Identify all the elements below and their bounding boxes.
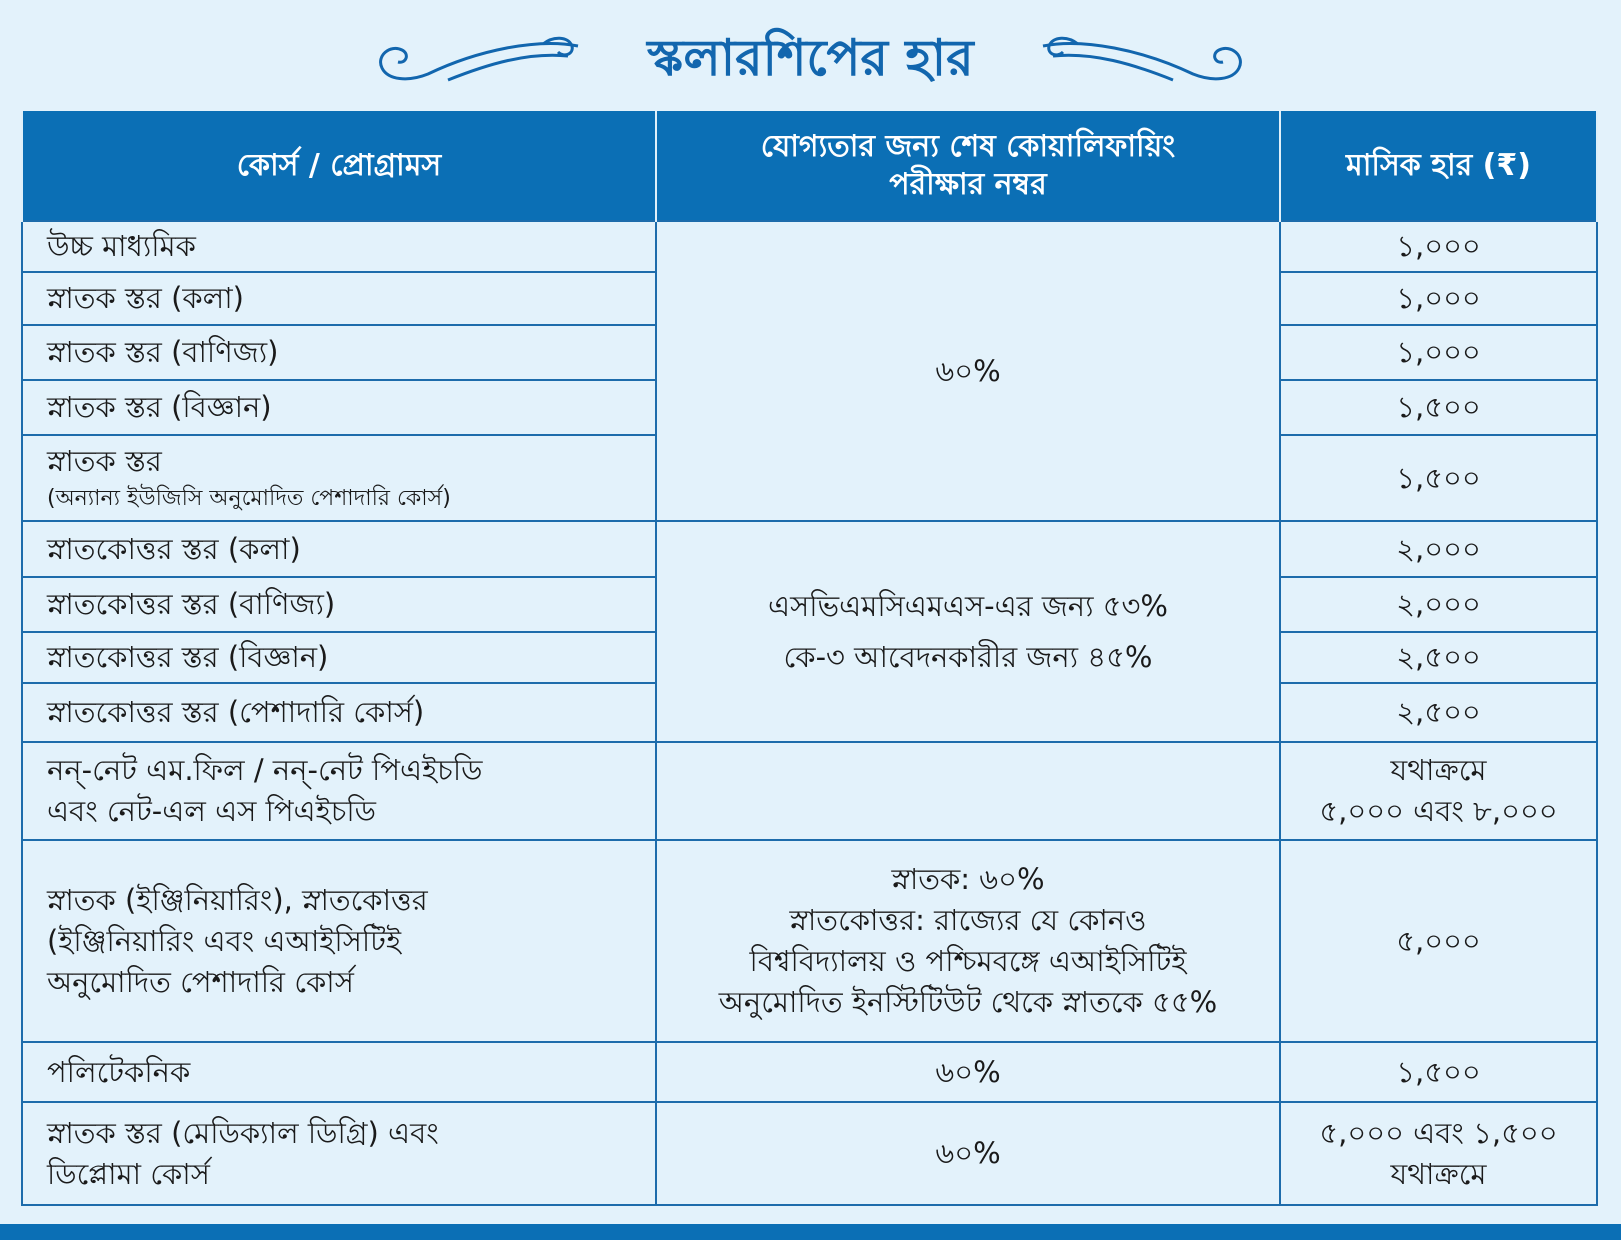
rate-cell: ২,৫০০ xyxy=(1280,683,1597,742)
rate-line-2: ৫,০০০ এবং ৮,০০০ xyxy=(1319,794,1558,828)
rate-cell: ১,৫০০ xyxy=(1280,380,1597,435)
rate-line-1: যথাক্রমে xyxy=(1390,753,1487,787)
rate-cell: ২,৫০০ xyxy=(1280,632,1597,683)
course-cell: পলিটেকনিক xyxy=(22,1042,656,1102)
marks-cell-group-2 xyxy=(656,521,1280,742)
header-marks-line-1: যোগ্যতার জন্য শেষ কোয়ালিফায়িং xyxy=(760,128,1176,164)
scholarship-rates-table xyxy=(21,111,1598,1206)
course-cell: স্নাতকোত্তর স্তর (বাণিজ্য) xyxy=(22,577,656,632)
course-line-2: ডিপ্লোমা কোর্স xyxy=(47,1156,210,1191)
course-cell: স্নাতকোত্তর স্তর (কলা) xyxy=(22,521,656,577)
rate-cell xyxy=(1280,742,1597,840)
course-cell: স্নাতকোত্তর স্তর (পেশাদারি কোর্স) xyxy=(22,683,656,742)
rate-cell: ১,০০০ xyxy=(1280,325,1597,380)
course-line-2: এবং নেট-এল এস পিএইচডি xyxy=(47,794,376,828)
rate-cell: ১,০০০ xyxy=(1280,272,1597,325)
rate-line-1: ৫,০০০ এবং ১,৫০০ xyxy=(1319,1115,1558,1150)
marks-line-1: এসভিএমসিএমএস-এর জন্য ৫৩% xyxy=(768,588,1168,623)
rate-cell: ১,০০০ xyxy=(1280,221,1597,272)
marks-line-3: বিশ্ববিদ্যালয় ও পশ্চিমবঙ্গে এআইসিটিই xyxy=(749,944,1187,978)
course-cell: স্নাতক স্তর (বিজ্ঞান) xyxy=(22,380,656,435)
table-header-row xyxy=(22,111,1597,221)
course-cell: স্নাতক স্তর (কলা) xyxy=(22,272,656,325)
table-row xyxy=(22,221,1597,272)
course-cell xyxy=(22,742,656,840)
course-subtext: (অন্যান্য ইউজিসি অনুমোদিত পেশাদারি কোর্স) xyxy=(47,485,451,511)
marks-cell-empty xyxy=(656,742,1280,840)
course-cell: উচ্চ মাধ্যমিক xyxy=(22,221,656,272)
course-line-1: স্নাতক (ইঞ্জিনিয়ারিং), স্নাতকোত্তর xyxy=(47,882,428,917)
bottom-bar xyxy=(0,1224,1621,1240)
table-row xyxy=(22,742,1597,840)
course-cell xyxy=(22,840,656,1042)
marks-line-2: স্নাতকোত্তর: রাজ্যের যে কোনও xyxy=(789,903,1147,937)
page-title: স্কলারশিপের হার xyxy=(647,29,974,87)
table-row xyxy=(22,1102,1597,1205)
course-text: স্নাতক স্তর xyxy=(47,443,162,478)
header-qualifying-marks xyxy=(656,111,1280,221)
rate-cell: ১,৫০০ xyxy=(1280,435,1597,521)
course-cell xyxy=(22,435,656,521)
course-line-1: স্নাতক স্তর (মেডিক্যাল ডিগ্রি) এবং xyxy=(47,1115,439,1150)
rate-cell: ৫,০০০ xyxy=(1280,840,1597,1042)
marks-cell: ৬০% xyxy=(656,1042,1280,1102)
rate-line-2: যথাক্রমে xyxy=(1390,1156,1487,1191)
course-cell: স্নাতক স্তর (বাণিজ্য) xyxy=(22,325,656,380)
title-banner xyxy=(0,0,1621,112)
marks-line-2: কে-৩ আবেদনকারীর জন্য ৪৫% xyxy=(783,639,1153,674)
header-course: কোর্স / প্রোগ্রামস xyxy=(22,111,656,221)
right-flourish-ornament xyxy=(1038,30,1253,86)
rate-cell: ১,৫০০ xyxy=(1280,1042,1597,1102)
marks-cell xyxy=(656,840,1280,1042)
rate-cell: ২,০০০ xyxy=(1280,577,1597,632)
table-row xyxy=(22,1042,1597,1102)
rate-cell xyxy=(1280,1102,1597,1205)
table-row xyxy=(22,521,1597,577)
marks-cell-group-1: ৬০% xyxy=(656,221,1280,521)
header-monthly-rate: মাসিক হার (₹) xyxy=(1280,111,1597,221)
marks-line-4: অনুমোদিত ইনস্টিটিউট থেকে স্নাতকে ৫৫% xyxy=(718,985,1218,1019)
marks-cell: ৬০% xyxy=(656,1102,1280,1205)
course-line-2: (ইঞ্জিনিয়ারিং এবং এআইসিটিই xyxy=(47,923,402,958)
course-cell xyxy=(22,1102,656,1205)
course-line-3: অনুমোদিত পেশাদারি কোর্স xyxy=(47,964,354,999)
table-row xyxy=(22,840,1597,1042)
course-line-1: নন্-নেট এম.ফিল / নন্-নেট পিএইচডি xyxy=(47,753,483,787)
course-cell: স্নাতকোত্তর স্তর (বিজ্ঞান) xyxy=(22,632,656,683)
header-marks-line-2: পরীক্ষার নম্বর xyxy=(889,166,1047,202)
marks-line-1: স্নাতক: ৬০% xyxy=(891,862,1045,896)
rate-cell: ২,০০০ xyxy=(1280,521,1597,577)
